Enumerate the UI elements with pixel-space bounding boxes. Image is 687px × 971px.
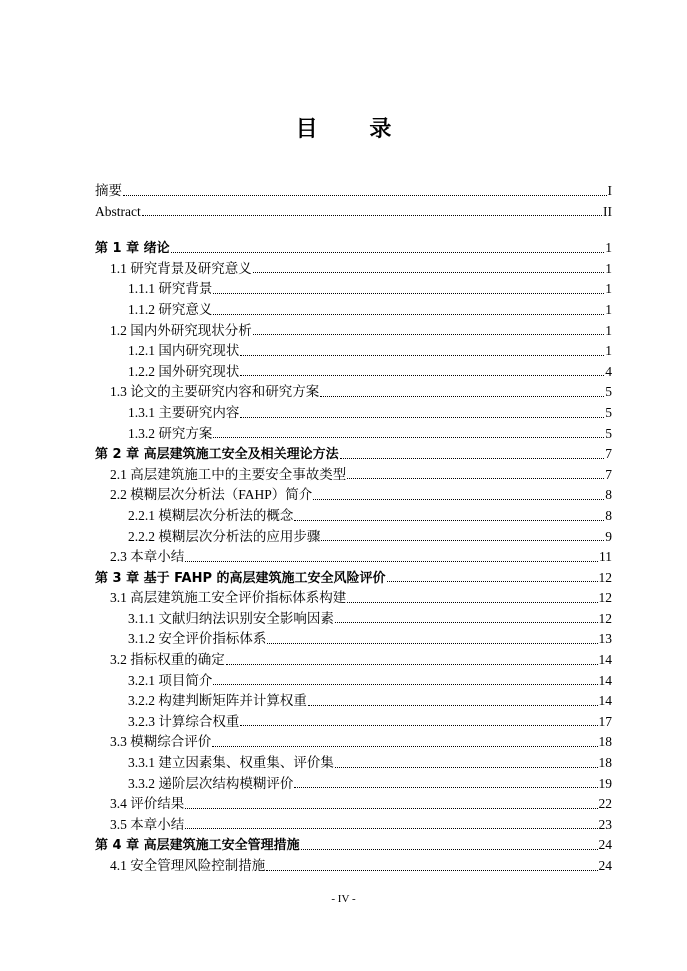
dot-leader <box>340 457 605 459</box>
toc-entry[interactable] <box>95 588 612 609</box>
toc-entry-page: 12 <box>598 590 612 606</box>
toc-entry-page: 18 <box>598 734 612 750</box>
toc-entry-title: Abstract <box>95 203 141 219</box>
toc-entry-title: 2.1 高层建筑施工中的主要安全事故类型 <box>110 466 347 482</box>
toc-entry-page: 7 <box>605 446 612 462</box>
toc-entry[interactable] <box>95 181 612 202</box>
toc-entry-page: 1 <box>605 281 612 297</box>
toc-entry[interactable] <box>95 815 612 836</box>
toc-entry-page: 1 <box>605 240 612 256</box>
toc-entry[interactable] <box>95 506 612 527</box>
toc-entry-page: 14 <box>598 693 612 709</box>
toc-entry-page: 8 <box>605 487 612 503</box>
toc-entry-title: 1.3.2 研究方案 <box>128 425 213 441</box>
toc-entry-title: 第 3 章 基于 FAHP 的高层建筑施工安全风险评价 <box>95 570 386 586</box>
toc-entry-page: 5 <box>605 384 612 400</box>
dot-leader <box>123 194 607 196</box>
toc-entry-title: 2.3 本章小结 <box>110 549 185 565</box>
toc-chapter-entry[interactable] <box>95 568 612 589</box>
toc-entry-title: 3.2.2 构建判断矩阵并计算权重 <box>128 693 307 709</box>
toc-entry-title: 摘要 <box>95 183 122 198</box>
toc-entry-page: 14 <box>598 652 612 668</box>
dot-leader <box>267 642 597 644</box>
dot-leader <box>387 580 598 582</box>
toc-entry-title: 第 4 章 高层建筑施工安全管理措施 <box>95 838 300 854</box>
dot-leader <box>212 745 597 747</box>
toc-entry-title: 1.1.2 研究意义 <box>128 301 213 317</box>
dot-leader <box>313 498 604 500</box>
toc-entry-page: 17 <box>598 713 612 729</box>
table-of-contents <box>95 181 612 877</box>
toc-entry[interactable] <box>95 609 612 630</box>
toc-entry[interactable] <box>95 300 612 321</box>
toc-entry[interactable] <box>95 382 612 403</box>
toc-entry[interactable] <box>95 362 612 383</box>
toc-entry-title: 3.2.1 项目简介 <box>128 672 213 688</box>
dot-leader <box>240 724 597 726</box>
dot-leader <box>294 786 597 788</box>
toc-entry-title: 3.5 本章小结 <box>110 816 185 832</box>
toc-entry-page: 14 <box>598 672 612 688</box>
dot-leader <box>213 436 604 438</box>
dot-leader <box>171 251 605 253</box>
toc-entry-title: 1.1.1 研究背景 <box>128 281 213 297</box>
toc-entry[interactable] <box>95 671 612 692</box>
toc-entry[interactable] <box>95 527 612 548</box>
toc-entry-title: 2.2.2 模糊层次分析法的应用步骤 <box>128 528 321 544</box>
toc-entry[interactable] <box>95 485 612 506</box>
toc-entry-page: 1 <box>605 343 612 359</box>
toc-entry-title: 3.2 指标权重的确定 <box>110 652 225 668</box>
dot-leader <box>253 333 605 335</box>
toc-entry-page: 18 <box>598 755 612 771</box>
dot-leader <box>347 601 597 603</box>
toc-entry-title: 3.3.2 递阶层次结构模糊评价 <box>128 775 294 791</box>
toc-entry-title: 1.2 国内外研究现状分析 <box>110 322 252 338</box>
toc-entry-page: 4 <box>605 363 612 379</box>
toc-chapter-entry[interactable] <box>95 444 612 465</box>
dot-leader <box>213 313 604 315</box>
toc-entry-page: 1 <box>605 301 612 317</box>
dot-leader <box>213 683 597 685</box>
toc-entry-title: 3.1.2 安全评价指标体系 <box>128 631 267 647</box>
toc-entry-page: 1 <box>605 260 612 276</box>
dot-leader <box>240 354 604 356</box>
toc-entry-page: 7 <box>605 466 612 482</box>
toc-entry-page: 8 <box>605 507 612 523</box>
dot-leader <box>335 766 598 768</box>
toc-entry-title: 3.2.3 计算综合权重 <box>128 713 240 729</box>
toc-entry-page: 5 <box>605 404 612 420</box>
page-number-footer: - IV - <box>331 893 356 905</box>
toc-entry-title: 第 1 章 绪论 <box>95 241 170 257</box>
toc-entry[interactable] <box>95 732 612 753</box>
toc-entry-title: 3.3 模糊综合评价 <box>110 734 212 750</box>
toc-entry[interactable] <box>95 712 612 733</box>
toc-entry[interactable] <box>95 691 612 712</box>
dot-leader <box>185 807 597 809</box>
toc-entry[interactable] <box>95 794 612 815</box>
toc-entry-page: 19 <box>598 775 612 791</box>
toc-entry-title: 1.1 研究背景及研究意义 <box>110 260 252 276</box>
toc-entry[interactable] <box>95 202 612 223</box>
toc-entry-title: 1.2.2 国外研究现状 <box>128 363 240 379</box>
page-title: 目 录 <box>295 117 414 142</box>
toc-entry-title: 3.3.1 建立因素集、权重集、评价集 <box>128 755 334 771</box>
toc-entry[interactable] <box>95 279 612 300</box>
dot-leader <box>308 704 598 706</box>
dot-leader <box>320 395 604 397</box>
toc-entry[interactable] <box>95 259 612 280</box>
toc-entry[interactable] <box>95 856 612 877</box>
toc-entry-page: II <box>603 203 612 219</box>
toc-entry-title: 1.3 论文的主要研究内容和研究方案 <box>110 384 320 400</box>
toc-entry-title: 3.1 高层建筑施工安全评价指标体系构建 <box>110 590 347 606</box>
dot-leader <box>347 477 604 479</box>
toc-entry-page: 23 <box>598 816 612 832</box>
toc-entry[interactable] <box>95 774 612 795</box>
toc-entry-page: 12 <box>598 569 612 585</box>
toc-entry-page: 12 <box>598 610 612 626</box>
dot-leader <box>213 292 604 294</box>
toc-entry[interactable] <box>95 341 612 362</box>
dot-leader <box>185 560 598 562</box>
toc-entry[interactable] <box>95 403 612 424</box>
dot-leader <box>294 519 604 521</box>
dot-leader <box>142 214 602 216</box>
toc-entry-page: 13 <box>598 631 612 647</box>
dot-leader <box>226 663 598 665</box>
dot-leader <box>240 374 604 376</box>
toc-entry-page: 5 <box>605 425 612 441</box>
toc-entry-title: 2.2.1 模糊层次分析法的概念 <box>128 507 294 523</box>
toc-entry-page: 11 <box>599 549 612 565</box>
toc-entry-page: 9 <box>605 528 612 544</box>
dot-leader <box>266 869 597 871</box>
toc-entry-title: 3.1.1 文献归纳法识别安全影响因素 <box>128 610 334 626</box>
dot-leader <box>321 539 604 541</box>
toc-entry-title: 4.1 安全管理风险控制措施 <box>110 858 266 873</box>
dot-leader <box>253 271 605 273</box>
toc-entry[interactable] <box>95 321 612 342</box>
toc-entry-title: 1.3.1 主要研究内容 <box>128 404 240 420</box>
toc-entry[interactable] <box>95 547 612 568</box>
toc-entry-title: 2.2 模糊层次分析法（FAHP）简介 <box>110 487 313 503</box>
toc-entry-title: 3.4 评价结果 <box>110 796 185 812</box>
dot-leader <box>335 621 598 623</box>
toc-chapter-entry[interactable] <box>95 238 612 259</box>
toc-entry[interactable] <box>95 650 612 671</box>
dot-leader <box>185 827 597 829</box>
toc-entry[interactable] <box>95 629 612 650</box>
toc-entry[interactable] <box>95 465 612 486</box>
dot-leader <box>240 416 604 418</box>
toc-entry-page: 24 <box>598 858 612 873</box>
toc-entry-page: 1 <box>605 322 612 338</box>
dot-leader <box>301 848 598 850</box>
toc-entry[interactable] <box>95 424 612 445</box>
toc-entry-title: 1.2.1 国内研究现状 <box>128 343 240 359</box>
toc-entry-page: 22 <box>598 796 612 812</box>
toc-entry-title: 第 2 章 高层建筑施工安全及相关理论方法 <box>95 447 339 463</box>
toc-entry-page: I <box>607 183 612 198</box>
toc-entry[interactable] <box>95 753 612 774</box>
toc-chapter-entry[interactable] <box>95 835 612 856</box>
toc-entry-page: 24 <box>598 837 612 853</box>
